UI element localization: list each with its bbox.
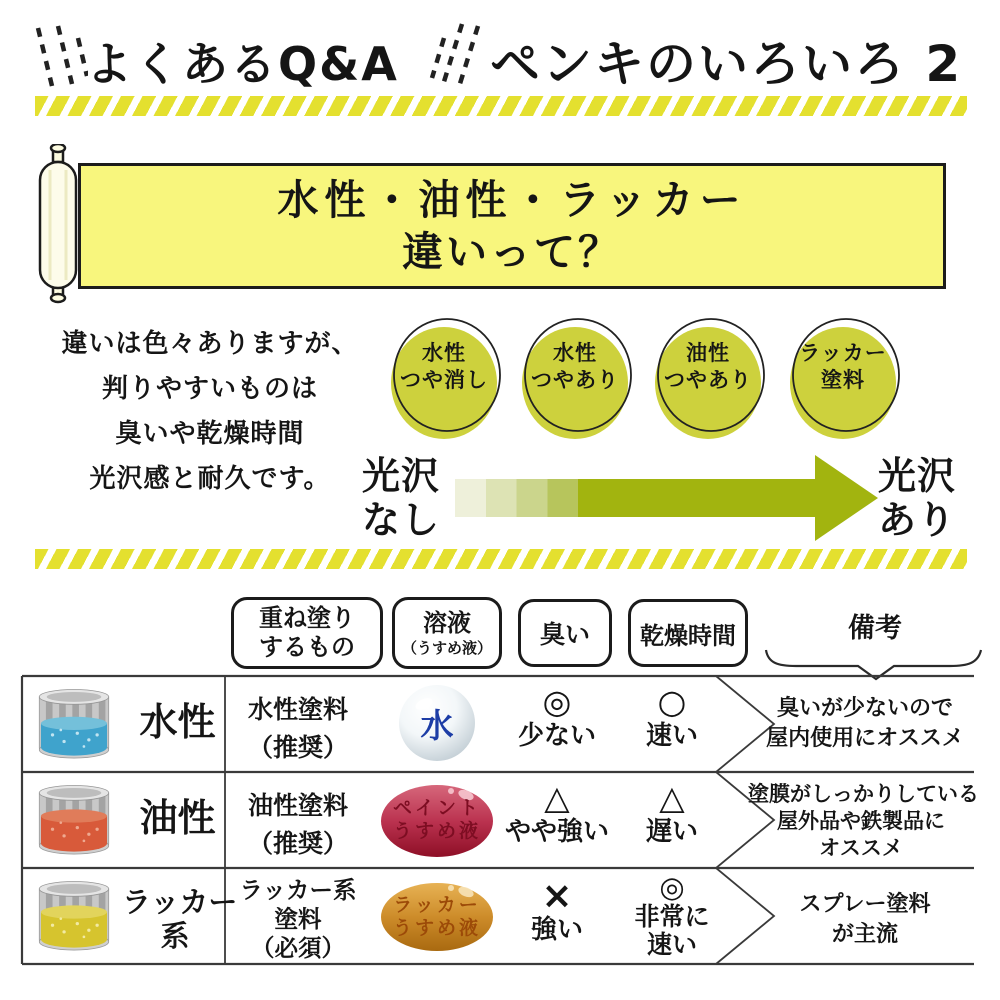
dash-marks-left-icon [30,24,88,96]
gloss-none-label: 光沢 なし [362,454,441,542]
question-banner [78,163,946,289]
dry-time-cell: ◎ 非常に 速い [634,870,710,959]
row-overcoat-cell: ラッカー系 塗料 （必須） [239,876,357,962]
gloss-circle-label: 油性 つやあり [664,341,752,392]
gloss-yes-label: 光沢 あり [878,454,957,542]
solvent-thinner-label: ラッカー うすめ液 [392,894,481,939]
striped-divider-middle [35,549,967,569]
gloss-circle-label: 水性 つや消し [400,341,488,392]
row-type-label: 油性 [139,796,216,840]
striped-divider-top [35,96,967,116]
intro-paragraph [38,322,382,502]
qa-title: よくあるQ&A [86,37,399,91]
solvent-thinner-label: ペイント うすめ液 [392,797,481,842]
gloss-circle-label: 水性 つやあり [531,341,619,392]
intro-line: 判りやすいものは [101,374,318,404]
intro-line: 違いは色々ありますが、 [61,329,359,359]
gloss-circle-label: ラッカー 塗料 [799,341,887,392]
notes-cell: スプレー塗料 が主流 [799,892,931,947]
intro-line: 光沢感と耐久です。 [89,464,331,494]
row-overcoat-cell: 油性塗料 （推奨） [247,791,348,858]
smell-cell: ◎ 少ない [517,682,596,751]
paint-can-lacquer-icon [36,876,112,958]
dash-marks-middle-icon [418,22,488,98]
intro-line: 臭いや乾燥時間 [115,419,305,449]
header-box-solvent: 溶液 （うすめ液） [392,597,502,669]
smell-cell: △ やや強い [504,778,609,847]
header-box-dry-time: 乾燥時間 [628,599,748,667]
dry-time-cell: △ 遅い [645,778,698,847]
header-box-smell: 臭い [518,599,612,667]
row-overcoat-cell: 水性塗料 （推奨） [247,695,348,762]
notes-brace-icon [766,650,981,679]
page-title: ペンキのいろいろ 2 [490,35,963,93]
dry-time-cell: ○ 速い [645,682,698,751]
paint-can-water-icon [36,684,112,766]
row-type-label: ラッカー 系 [122,885,238,953]
gloss-arrow-icon [450,448,882,558]
notes-cell: 塗膜がしっかりしている 屋外品や鉄製品に オススメ [748,782,979,860]
paint-can-oil-icon [36,780,112,862]
header-box-overcoat: 重ね塗り するもの [231,597,383,669]
row-type-label: 水性 [139,700,216,744]
header-notes: 備考 [848,613,902,644]
banner-line1: 水性・油性・ラッカー [277,176,747,224]
smell-cell: × 強い [530,874,583,945]
banner-line2: 違いって？ [402,228,622,276]
solvent-water-label: 水 [420,706,454,745]
notes-cell: 臭いが少ないので 屋内使用にオススメ [766,696,964,751]
